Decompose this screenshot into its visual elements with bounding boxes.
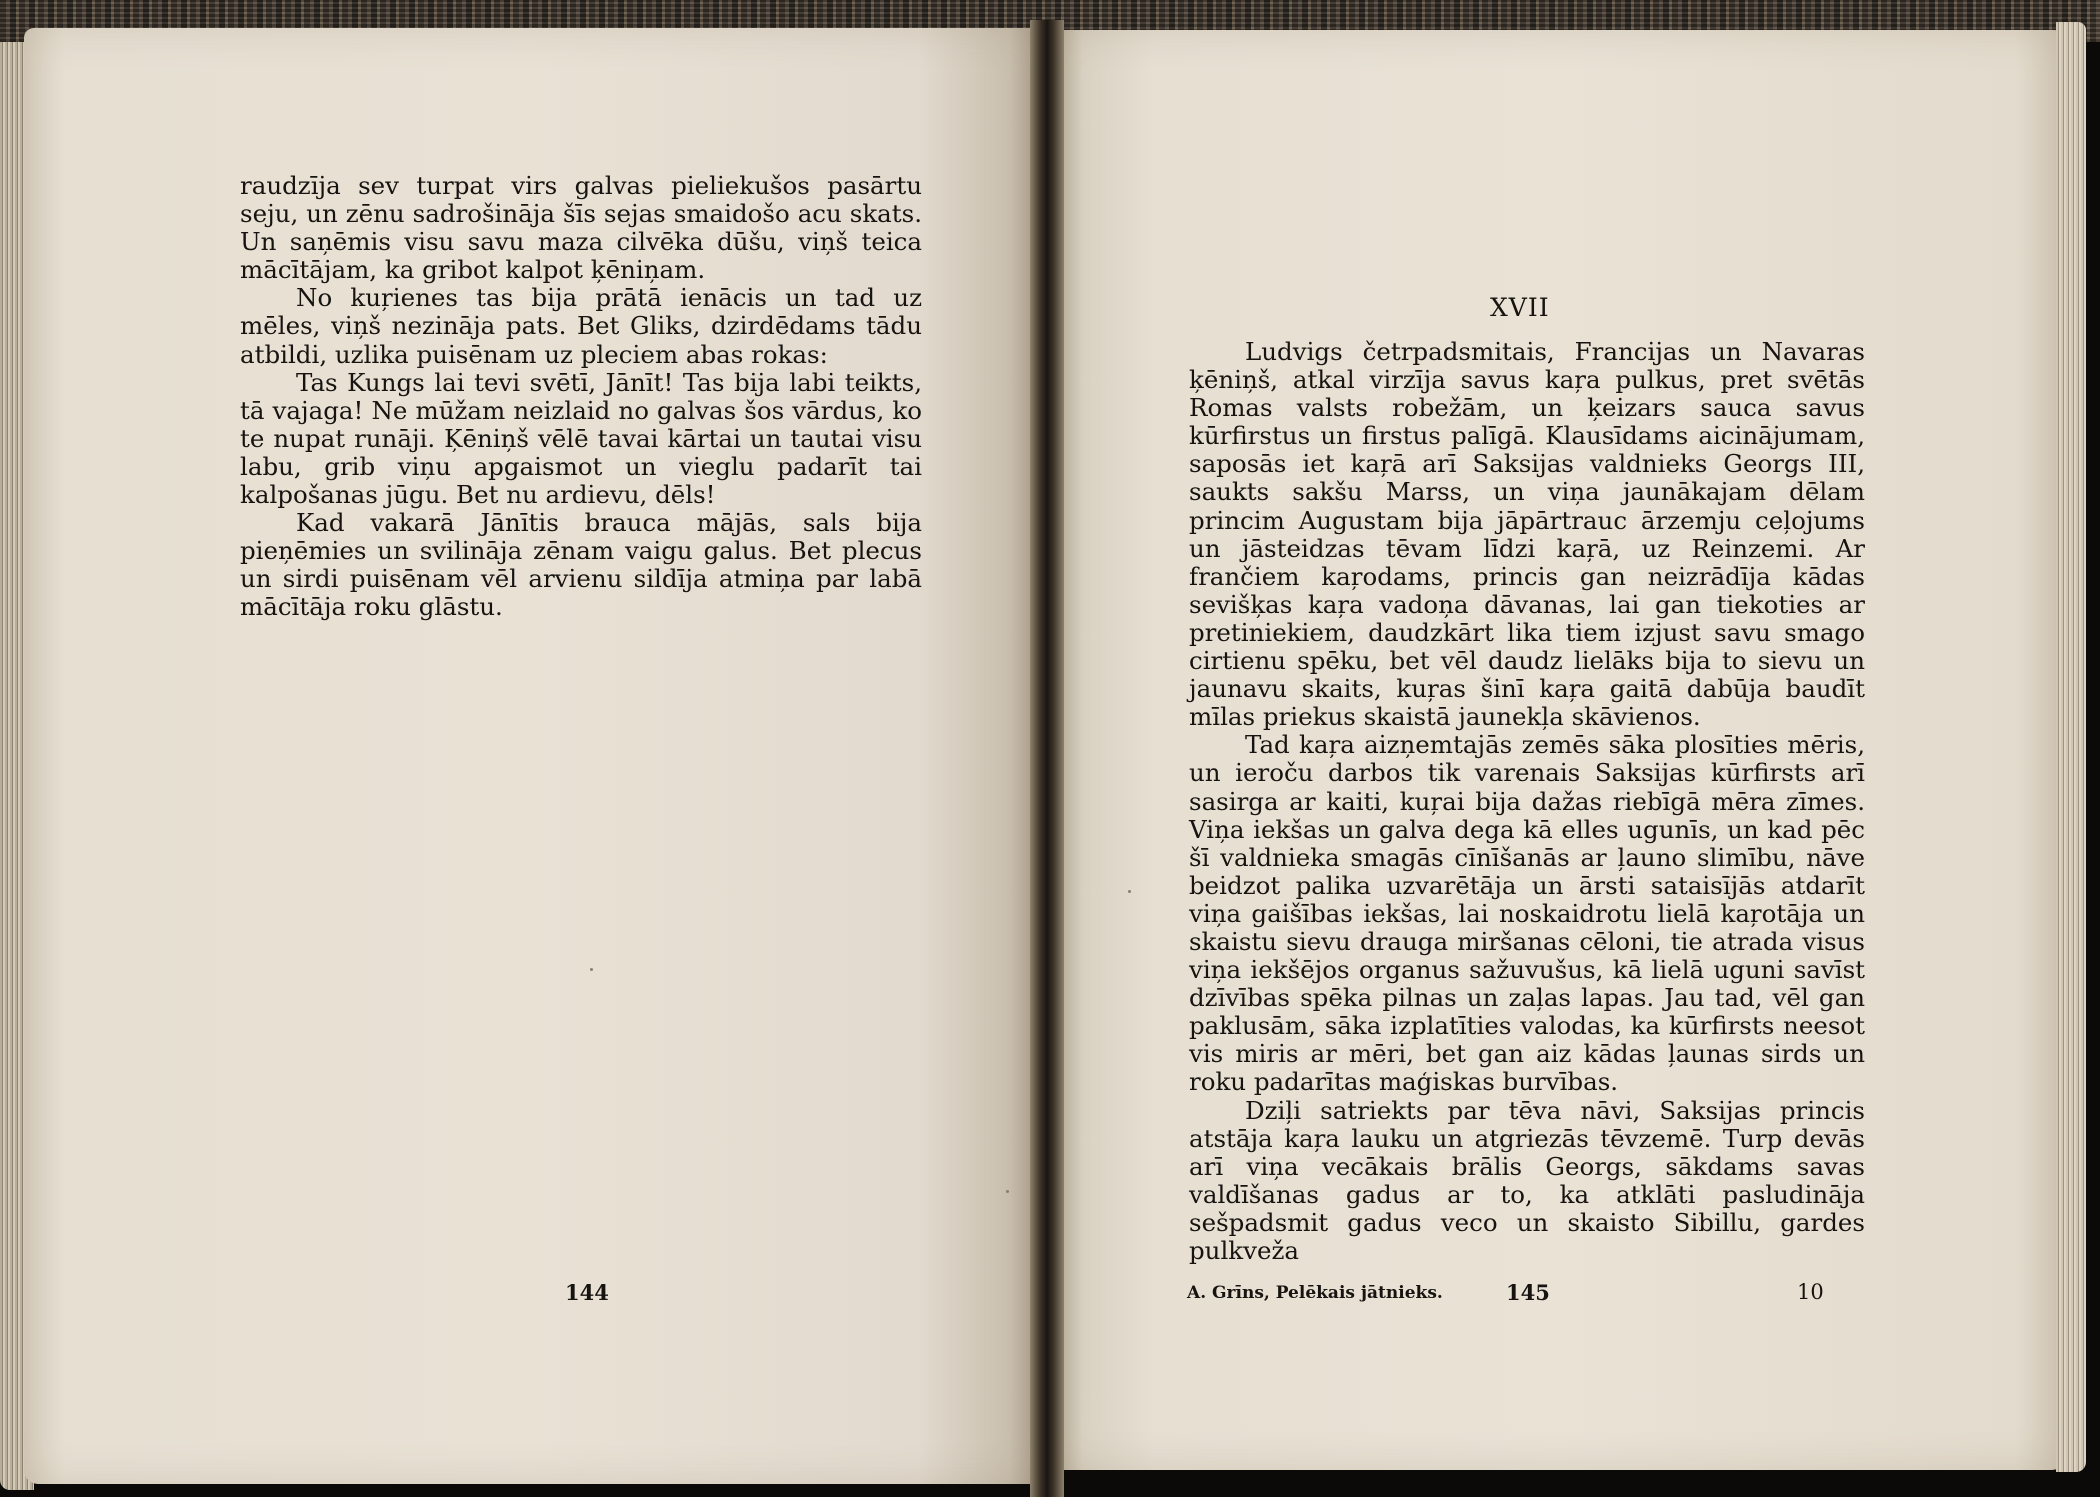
chapter-heading: XVII [1490, 293, 1550, 322]
page-number-right: 145 [1506, 1280, 1550, 1305]
paper-speck [1128, 890, 1131, 893]
left-paragraph: raudzīja sev turpat virs galvas pieliekušos pasārtu seju, un zēnu sadrošināja šīs sejas smaidošo acu skats. Un saņēmis visu savu maza cilvēka dūšu, viņš teica mācītājam, ka gribot kalpot ķēniņam. [240, 171, 922, 285]
right-paragraph: Tad kaŗa aizņemtajās zemēs sāka plosīties mēris, un ieroču darbos tik varenais Saksijas kūrfirsts arī sasirga ar kaiti, kuŗai bija dažas riebīgā mēra zīmes. Viņa iekšas un galva dega kā elles ugunīs, un kad pēc šī valdnieka smagās cīnīšanās ar ļauno slimību, nāve beidzot palika uzvarētāja un ārsti sataisījās atdarīt viņa gaišības iekšas, lai noskaidrotu lielā kaŗotāja un skaistu sievu drauga miršanas cēloni, tie atrada visus viņa iekšējos organus sažuvušus, kā lielā uguni savīst dzīvības spēka pilnas un zaļas lapas. Jau tad, vēl gan paklusām, sāka izplatīties valodas, ka kūrfirsts neesot vis miris ar mēri, bet gan aiz kādas ļaunas sirds un roku padarītas maģiskas burvības. [1189, 730, 1865, 1097]
running-footer-author-title: A. Grīns, Pelēkais jātnieks. [1187, 1283, 1443, 1303]
right-paragraph: Ludvigs četrpadsmitais, Francijas un Navaras ķēniņš, atkal virzīja savus kaŗa pulkus, pret svētās Romas valsts robežām, un ķeizars sauca savus kūrfirstus un firstus palīgā. Klausīdams aicinājumam, saposās iet kaŗā arī Saksijas valdnieks Georgs III, saukts sakšu Marss, un viņa jaunākajam dēlam princim Augustam bija jāpārtrauc ārzemju ceļojums un jāsteidzas tēvam līdzi kaŗā, uz Reinzemi. Ar frančiem kaŗodams, princis gan neizrādīja kādas sevišķas kaŗa vadoņa dāvanas, lai gan tiekoties ar pretiniekiem, daudzkārt lika tiem izjust savu smago cirtienu spēku, bet vēl daudz lielāks bija to sievu un jaunavu skaits, kuŗas šinī kaŗa gaitā dabūja baudīt mīlas priekus skaistā jaunekļa skāvienos. [1189, 337, 1865, 732]
right-page-text [1189, 338, 1865, 1265]
left-page-text [240, 172, 922, 622]
printer-signature-mark: 10 [1797, 1280, 1824, 1304]
paper-speck [1006, 1190, 1009, 1193]
left-paragraph: No kuŗienes tas bija prātā ienācis un tad uz mēles, viņš nezināja pats. Bet Gliks, dzirdēdams tādu atbildi, uzlika puisēnam uz pleciem abas rokas: [240, 283, 922, 369]
page-edges-right [2056, 22, 2086, 1472]
right-paragraph: Dziļi satriekts par tēva nāvi, Saksijas princis atstāja kaŗa lauku un atgriezās tēvzemē. Turp devās arī viņa vecākais brālis Georgs, sākdams savas valdīšanas gadus ar to, ka atklāti pasludināja sešpadsmit gadus veco un skaisto Sibillu, gardes pulkveža [1189, 1095, 1865, 1265]
book-gutter [1030, 20, 1064, 1497]
left-paragraph: Kad vakarā Jānītis brauca mājās, sals bija pieņēmies un svilināja zēnam vaigu galus. Bet plecus un sirdi puisēnam vēl arvienu sildīja atmiņa par labā mācītāja roku glāstu. [240, 508, 922, 622]
paper-speck [590, 968, 593, 971]
left-paragraph: Tas Kungs lai tevi svētī, Jānīt! Tas bija labi teikts, tā vajaga! Ne mūžam neizlaid no galvas šos vārdus, ko te nupat runāji. Ķēniņš vēlē tavai kārtai un tautai visu labu, grib viņu apgaismot un vieglu padarīt tai kalpošanas jūgu. Bet nu ardievu, dēls! [240, 367, 922, 510]
page-number-left: 144 [565, 1280, 609, 1305]
